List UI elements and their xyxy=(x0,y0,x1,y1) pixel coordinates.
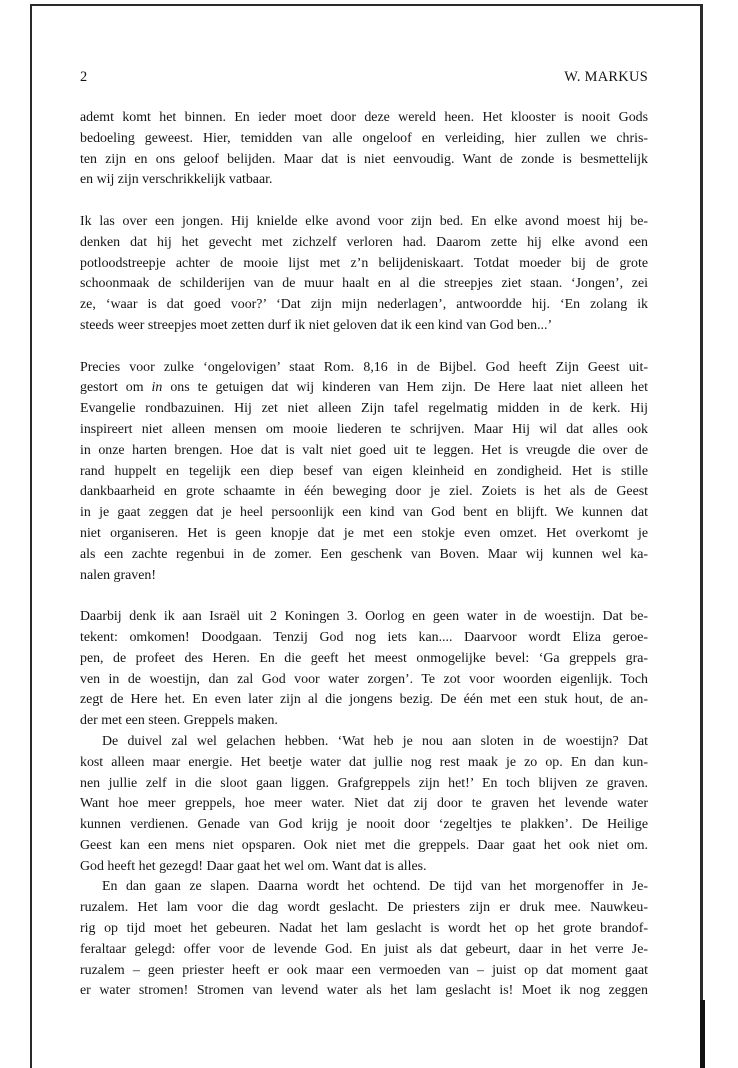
running-head-author: W. MARKUS xyxy=(564,69,648,85)
text-fragment: ons te getuigen dat wij kinderen van Hem zijn. De Here laat niet alleen het xyxy=(170,380,648,396)
text-line: schoonmaak de schilderijen van de muur haalt en al die streepjes ziet staan. ‘Jongen’, zei xyxy=(80,276,648,292)
text-line: feraltaar gelegd: offer voor de levende God. En juist als dat gebeurt, daar in het verre Je- xyxy=(80,941,648,957)
scan-border-right-heavy xyxy=(700,1000,705,1068)
text-line: ruzalem – geen priester heeft er ook maar een vermoeden van – juist op dat moment gaat xyxy=(80,962,648,978)
paragraph-gap xyxy=(80,337,648,358)
paragraph-6 xyxy=(80,877,648,1002)
text-line: nalen graven! xyxy=(80,567,156,583)
text-line: ven in de woestijn, dan zal God voor water zorgen’. Te zot voor woorden eigenlijk. Toch xyxy=(80,671,648,687)
text-line: Geest kan een mens niet opsparen. Ook niet met die greppels. Daar gaat het ook niet om. xyxy=(80,837,648,853)
text-line: zegt de Here het. En even later zijn al die jongens bezig. De één met een stuk hout, de an- xyxy=(80,692,648,708)
text-line-with-italic xyxy=(80,378,648,399)
text-line: dankbaarheid en grote schaamte in één beweging door je ziel. Zoiets is het als de Geest xyxy=(80,484,648,500)
text-line: tekent: omkomen! Doodgaan. Tenzij God nog iets kan.... Daarvoor wordt Eliza geroe- xyxy=(80,629,648,645)
paragraph-2 xyxy=(80,212,648,337)
text-line: pen, de profeet des Heren. En die geeft het meest onmogelijke bevel: ‘Ga greppels gra- xyxy=(80,650,648,666)
text-line: En dan gaan ze slapen. Daarna wordt het ochtend. De tijd van het morgenoffer in Je- xyxy=(102,879,648,895)
scan-border-top xyxy=(30,4,702,6)
text-line: ademt komt het binnen. En ieder moet door deze wereld heen. Het klooster is nooit Gods xyxy=(80,110,648,125)
text-line: ruzalem. Het lam voor die dag wordt geslacht. De priesters zijn er druk mee. Nauwkeu- xyxy=(80,900,648,916)
text-line: De duivel zal wel gelachen hebben. ‘Wat heb je nou aan sloten in de woestijn? Dat xyxy=(102,733,648,749)
text-line: ze, ‘waar is dat goed voor?’ ‘Dat zijn mijn nederlagen’, antwoordde hij. ‘En zolang ik xyxy=(80,297,648,313)
text-line: Evangelie rondbazuinen. Hij zet niet alleen Zijn tafel regelmatig midden in de kerk. Hij xyxy=(80,401,648,417)
text-line: denken dat hij het gevecht met zichzelf verloren had. Daarom zette hij elke avond een xyxy=(80,234,648,250)
text-line: Ik las over een jongen. Hij knielde elke avond voor zijn bed. En elke avond moest hij be- xyxy=(80,213,648,229)
text-line: Want hoe meer greppels, hoe meer water. Niet dat zij door te graven het levende water xyxy=(80,796,648,812)
scan-border-right xyxy=(700,4,703,1068)
text-line: Daarbij denk ik aan Israël uit 2 Koningen 3. Oorlog en geen water in de woestijn. Dat be- xyxy=(80,609,648,625)
text-line: Precies voor zulke ‘ongelovigen’ staat Rom. 8,16 in de Bijbel. God heeft Zijn Geest uit- xyxy=(80,359,648,375)
text-line: potloodstreepje achter de mooie lijst met z’n belijdeniskaart. Totdat moeder bij de grote xyxy=(80,255,648,271)
text-fragment: gestort om xyxy=(80,380,144,396)
paragraph-gap xyxy=(80,191,648,212)
text-line: in je gaat zeggen dat je heel persoonlijk een kind van God bent en blijft. We kunnen dat xyxy=(80,505,648,521)
italic-word: in xyxy=(151,380,163,396)
text-line: en wij zijn verschrikkelijk vatbaar. xyxy=(80,172,273,188)
text-line: rand huppelt en tegelijk een diep besef van eigen kleinheid en zondigheid. Het is stille xyxy=(80,463,648,479)
scan-border-left-bottom xyxy=(30,1036,32,1068)
paragraph-4 xyxy=(80,607,648,732)
text-line: God heeft het gezegd! Daar gaat het wel om. Want dat is alles. xyxy=(80,858,427,874)
paragraph-1 xyxy=(80,108,648,191)
text-line: nen jullie zelf in die sloot gaan liggen. Grafgreppels zijn het!’ En toch blijven ze graven. xyxy=(80,775,648,791)
text-line: kunnen verdienen. Genade van God krijg je nooit door ‘zegeltjes te plakken’. De Heilige xyxy=(80,817,648,833)
text-line: in onze harten brengen. Hoe dat is valt niet goed uit te leggen. Het is vreugde die over de xyxy=(80,442,648,458)
paragraph-3 xyxy=(80,358,648,587)
text-line: steeds weer streepjes moet zetten durf ik niet geloven dat ik een kind van God ben...’ xyxy=(80,317,553,333)
paragraph-5 xyxy=(80,732,648,878)
scan-border-left xyxy=(30,4,32,1068)
text-line: er water stromen! Stromen van levend water als het lam geslacht is! Moet ik nog zeggen xyxy=(80,983,648,999)
text-line: ten zijn en ons geloof belijden. Maar dat is niet eenvoudig. Want de zonde is besmettelijk xyxy=(80,151,648,167)
page-header xyxy=(80,67,648,87)
text-line: bedoeling geweest. Hier, temidden van alle ongeloof en verleiding, hier zullen we chris- xyxy=(80,130,648,146)
text-line: niet organiseren. Het is geen knopje dat je met een stokje even omzet. Het overkomt je xyxy=(80,525,648,541)
text-line: rig op tijd moet het gebeuren. Nadat het lam geslacht is wordt het op het grote brandof- xyxy=(80,921,648,937)
text-line: der met een steen. Greppels maken. xyxy=(80,713,278,729)
text-line: kost alleen maar energie. Het beetje water dat jullie nog rest maak je zo op. En dan kun- xyxy=(80,754,648,770)
body-text xyxy=(80,108,648,1002)
paragraph-gap xyxy=(80,586,648,607)
text-line: als een zachte regenbui in de zomer. Een geschenk van Boven. Maar wij kunnen wel ka- xyxy=(80,546,648,562)
text-line: inspireert niet alleen mensen om mooie liederen te schrijven. Maar Hij wil dat alles ook xyxy=(80,421,648,437)
page-number: 2 xyxy=(80,69,88,85)
